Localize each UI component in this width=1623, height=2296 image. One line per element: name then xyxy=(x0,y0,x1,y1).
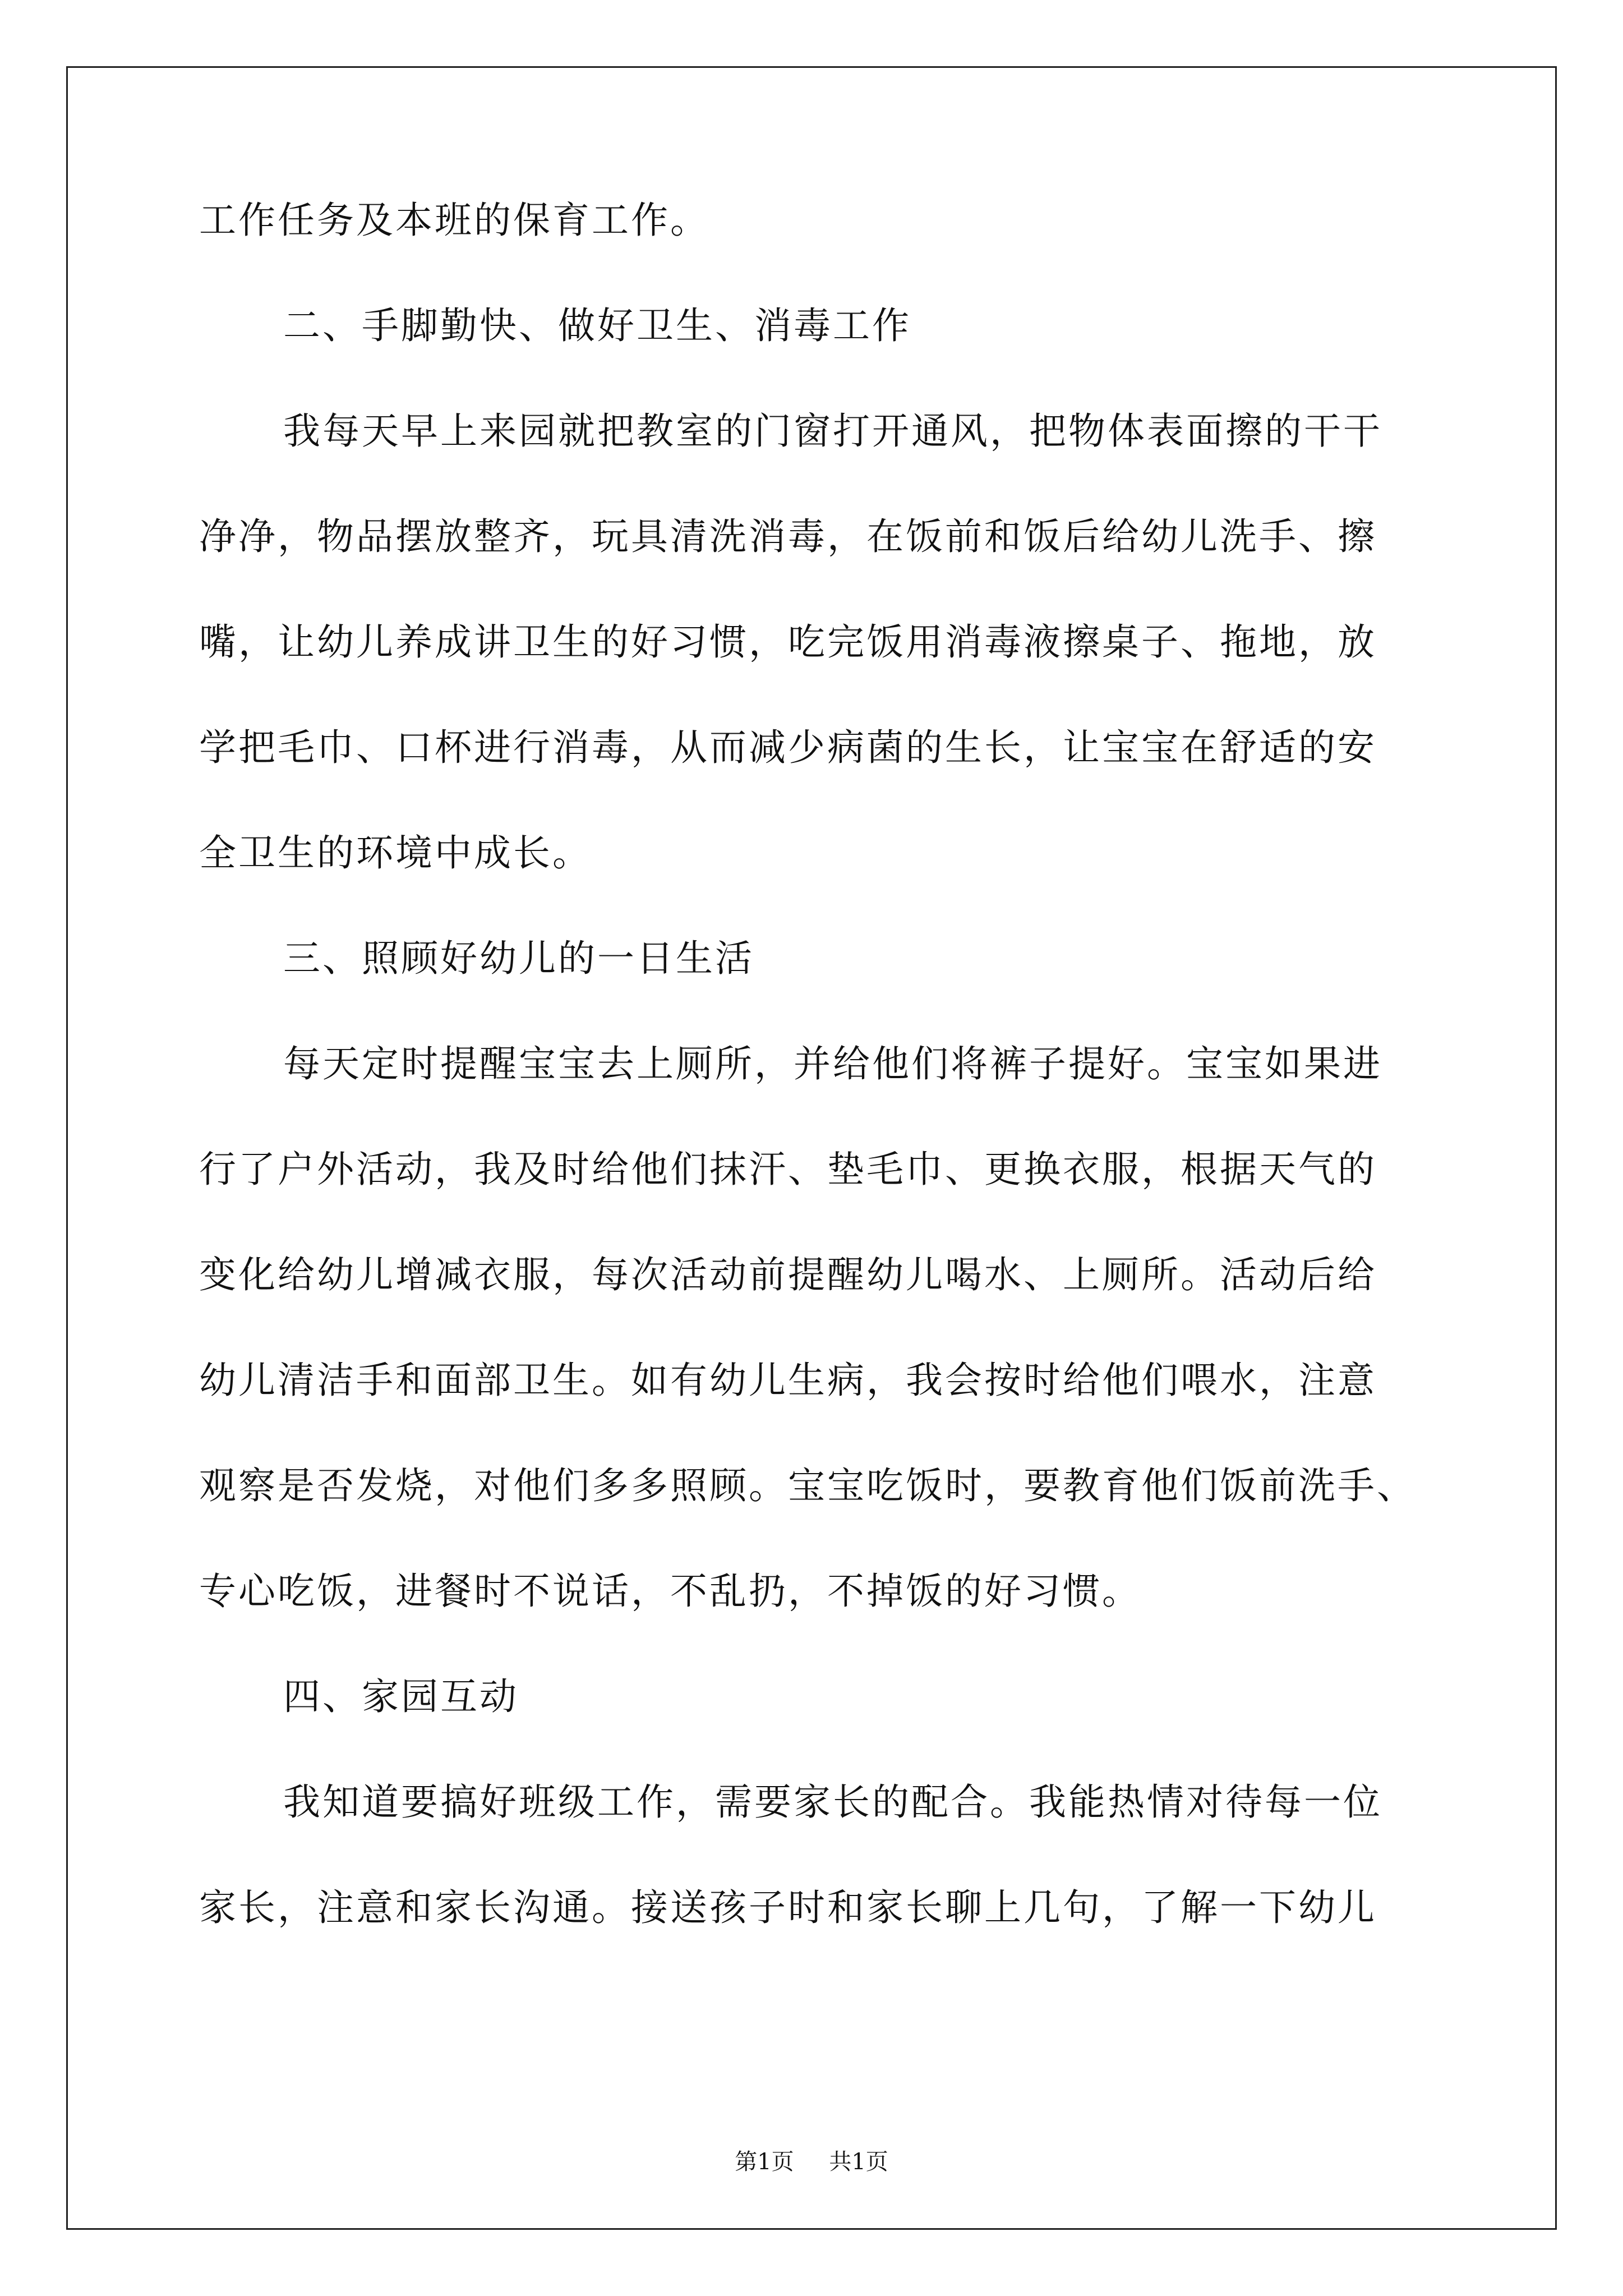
text-line: 工作任务及本班的保育工作。 xyxy=(199,199,709,242)
text-line: 我每天早上来园就把教室的门窗打开通风，把物体表面擦的干干 xyxy=(283,409,1382,453)
page-number-current: 第1页 xyxy=(735,2149,794,2175)
text-line: 嘴，让幼儿养成讲卫生的好习惯，吃完饭用消毒液擦桌子、拖地，放 xyxy=(199,620,1377,664)
page-number-total: 共1页 xyxy=(829,2149,888,2175)
text-line: 学把毛巾、口杯进行消毒，从而减少病菌的生长，让宝宝在舒适的安 xyxy=(199,726,1377,769)
text-line: 观察是否发烧，对他们多多照顾。宝宝吃饭时，要教育他们饭前洗手、 xyxy=(199,1464,1416,1507)
text-line: 我知道要搞好班级工作，需要家长的配合。我能热情对待每一位 xyxy=(283,1780,1382,1824)
text-line: 家长，注意和家长沟通。接送孩子时和家长聊上几句，了解一下幼儿 xyxy=(199,1886,1377,1929)
document-body xyxy=(199,199,1467,1995)
text-line: 二、手脚勤快、做好卫生、消毒工作 xyxy=(283,304,911,347)
text-line: 三、照顾好幼儿的一日生活 xyxy=(283,937,754,980)
text-line: 专心吃饭，进餐时不说话，不乱扔，不掉饭的好习惯。 xyxy=(199,1570,1141,1613)
text-line: 净净，物品摆放整齐，玩具清洗消毒，在饭前和饭后给幼儿洗手、擦 xyxy=(199,515,1377,558)
text-line: 行了户外活动，我及时给他们抹汗、垫毛巾、更换衣服，根据天气的 xyxy=(199,1148,1377,1191)
text-line: 变化给幼儿增减衣服，每次活动前提醒幼儿喝水、上厕所。活动后给 xyxy=(199,1253,1377,1296)
text-line: 四、家园互动 xyxy=(283,1675,519,1718)
text-line: 每天定时提醒宝宝去上厕所，并给他们将裤子提好。宝宝如果进 xyxy=(283,1042,1382,1085)
page-footer xyxy=(0,2148,1623,2175)
text-line: 幼儿清洁手和面部卫生。如有幼儿生病，我会按时给他们喂水，注意 xyxy=(199,1359,1377,1402)
text-line: 全卫生的环境中成长。 xyxy=(199,831,592,875)
